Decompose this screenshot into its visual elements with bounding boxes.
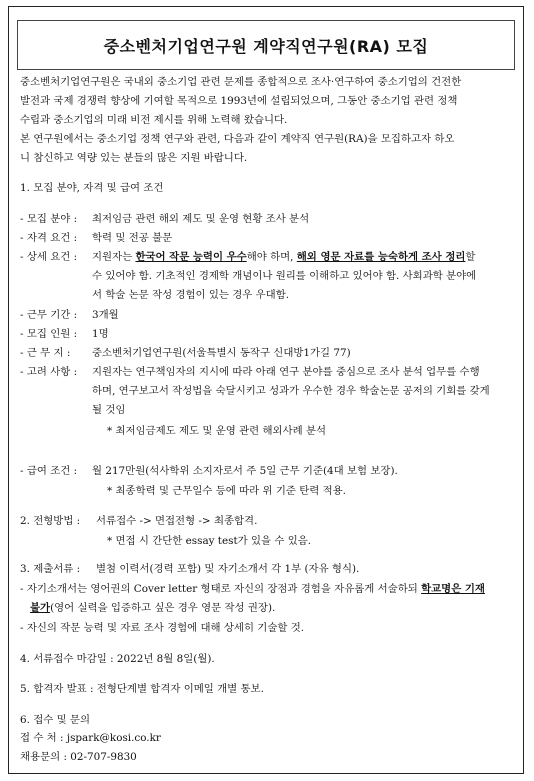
period-label: - 근무 기간 : [20,309,78,321]
field-value: 최저임금 관련 해외 제도 및 운영 현황 조사 분석 [92,213,310,225]
section-3-emphasis-2: 불가 [30,602,51,614]
detail-label: - 상세 요건 : [20,251,78,263]
section-2-footnote: * 면접 시 간단한 essay test가 있을 수 있음. [107,535,312,547]
intro-line-1: 중소벤처기업연구원은 국내외 중소기업 관련 문제를 종합적으로 조사·연구하여 중소기업의 건전한 [20,76,462,88]
field-label: - 모집 분야 : [20,213,78,225]
detail-text-post: 할 [465,251,476,263]
section-3-heading: 3. 제출서류 : [20,563,81,575]
period-value: 3개월 [92,309,119,321]
section-3-line-2 [30,600,275,616]
detail-line-1 [92,248,514,266]
title-box [17,20,515,70]
count-value: 1명 [92,328,109,340]
intro-line-5: 니 참신하고 역량 있는 분들의 많은 지원 바랍니다. [20,152,248,164]
detail-line-2: 수 있어야 함. 기초적인 경제학 개념이나 원리를 이해하고 있어야 함. 사회과학 분야에 [92,270,477,282]
section-3-line-2-text: (영어 실력을 입증하고 싶은 경우 영문 작성 권장). [50,602,276,614]
section-3-line-3: - 자신의 작문 능력 및 자료 조사 경험에 대해 상세히 기술할 것. [20,622,305,634]
section-5: 5. 합격자 발표 : 전형단계별 합격자 이메일 개별 통보. [20,683,264,695]
section-4: 4. 서류접수 마감일 : 2022년 8월 8일(월). [20,653,215,665]
section-2-heading: 2. 전형방법 : [20,515,81,527]
location-label: - 근 무 지 : [20,347,71,359]
intro-line-3: 수립과 중소기업의 미래 비전 제시를 위해 노력해 왔습니다. [20,114,288,126]
section-3-line-1-text: - 자기소개서는 영어권의 Cover letter 형태로 자신의 장점과 경험을 자유롭게 서술하되 [20,583,422,595]
section-2-value: 서류접수 -> 면접전형 -> 최종합격. [96,515,258,527]
detail-text-pre: 지원자는 [92,251,136,263]
intro-line-4: 본 연구원에서는 중소기업 정책 연구와 관련, 다음과 같이 계약직 연구원(RA)을 모집하고자 하오 [20,133,455,145]
section-6-email-row [20,730,161,746]
count-label: - 모집 인원 : [20,328,78,340]
notes-line-3: 될 것임 [92,404,126,416]
detail-emphasis-korean: 한국어 작문 능력이 우수 [135,251,247,263]
notes-label: - 고려 사항 : [20,366,78,378]
section-3-line-1 [20,581,485,597]
phone-label: 채용문의 : [20,751,67,763]
email-label: 접 수 처 : [20,732,64,744]
section-1-heading: 1. 모집 분야, 자격 및 급여 조건 [20,182,164,194]
pay-footnote: * 최종학력 및 근무일수 등에 따라 위 기준 탄력 적용. [107,485,346,497]
detail-line-3: 서 학술 논문 작성 경험이 있는 경우 우대함. [92,289,290,301]
notes-footnote: * 최저임금제도 제도 및 운영 관련 해외사례 분석 [107,425,327,437]
pay-value: 월 217만원(석사학위 소지자로서 주 5일 근무 기준(4대 보험 보장). [92,465,398,477]
section-3-emphasis-1: 학교명은 기재 [421,583,485,595]
section-3-value: 별첨 이력서(경력 포함) 및 자기소개서 각 1부 (자유 형식). [96,563,360,575]
qualification-value: 학력 및 전공 불문 [92,232,173,244]
section-6-heading: 6. 접수 및 문의 [20,714,91,726]
intro-line-2: 발전과 국제 경쟁력 향상에 기여할 목적으로 1993년에 설립되었으며, 그동안 중소기업 관련 정책 [20,95,458,107]
section-6-phone-row [20,749,137,765]
notes-line-1: 지원자는 연구책임자의 지시에 따라 아래 연구 분야를 중심으로 조사 분석 업무를 수행 [92,366,480,378]
detail-emphasis-english: 해외 영문 자료를 능숙하게 조사 정리 [296,251,466,263]
location-value: 중소벤처기업연구원(서울특별시 동작구 신대방1가길 77) [92,347,351,359]
email-value: jspark@kosi.co.kr [66,732,161,744]
detail-text-mid: 해야 하며, [246,251,297,263]
notes-line-2: 하며, 연구보고서 작성법을 숙달시키고 성과가 우수한 경우 학술논문 공저의 기회를 갖게 [92,385,490,397]
qualification-label: - 자격 요건 : [20,232,78,244]
page-title: 중소벤처기업연구원 계약직연구원(RA) 모집 [103,36,429,56]
phone-value: 02-707-9830 [70,751,137,763]
pay-label: - 급여 조건 : [20,465,78,477]
